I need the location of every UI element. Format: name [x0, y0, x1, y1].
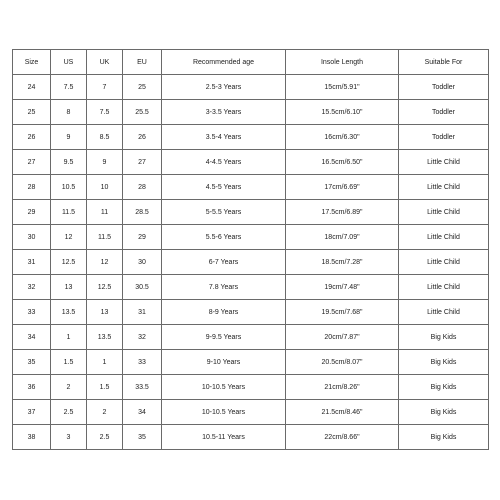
- age-cell: 4-4.5 Years: [162, 150, 286, 175]
- eu-cell: 28: [123, 175, 162, 200]
- suitable-for-cell: Big Kids: [399, 350, 489, 375]
- us-cell: 12.5: [51, 250, 87, 275]
- eu-cell: 34: [123, 400, 162, 425]
- us-cell: 11.5: [51, 200, 87, 225]
- age-cell: 10-10.5 Years: [162, 400, 286, 425]
- eu-cell: 33: [123, 350, 162, 375]
- uk-cell: 13.5: [87, 325, 123, 350]
- uk-cell: 7: [87, 75, 123, 100]
- size-cell: 38: [13, 425, 51, 450]
- uk-cell: 12.5: [87, 275, 123, 300]
- size-cell: 27: [13, 150, 51, 175]
- insole-length-cell: 19.5cm/7.68": [286, 300, 399, 325]
- header-size: Size: [13, 50, 51, 75]
- header-us: US: [51, 50, 87, 75]
- table-row: [13, 300, 489, 325]
- suitable-for-cell: Little Child: [399, 250, 489, 275]
- insole-length-cell: 16cm/6.30": [286, 125, 399, 150]
- size-cell: 30: [13, 225, 51, 250]
- insole-length-cell: 21.5cm/8.46": [286, 400, 399, 425]
- insole-length-cell: 15.5cm/6.10": [286, 100, 399, 125]
- table-row: [13, 175, 489, 200]
- size-cell: 24: [13, 75, 51, 100]
- us-cell: 13.5: [51, 300, 87, 325]
- insole-length-cell: 20cm/7.87": [286, 325, 399, 350]
- uk-cell: 2: [87, 400, 123, 425]
- insole-length-cell: 16.5cm/6.50": [286, 150, 399, 175]
- header-row: [13, 50, 489, 75]
- suitable-for-cell: Little Child: [399, 175, 489, 200]
- uk-cell: 11.5: [87, 225, 123, 250]
- table-row: [13, 225, 489, 250]
- uk-cell: 1: [87, 350, 123, 375]
- table-row: [13, 350, 489, 375]
- eu-cell: 31: [123, 300, 162, 325]
- uk-cell: 7.5: [87, 100, 123, 125]
- suitable-for-cell: Little Child: [399, 275, 489, 300]
- uk-cell: 2.5: [87, 425, 123, 450]
- age-cell: 9-9.5 Years: [162, 325, 286, 350]
- table-row: [13, 275, 489, 300]
- us-cell: 2.5: [51, 400, 87, 425]
- uk-cell: 13: [87, 300, 123, 325]
- us-cell: 2: [51, 375, 87, 400]
- age-cell: 10-10.5 Years: [162, 375, 286, 400]
- age-cell: 6-7 Years: [162, 250, 286, 275]
- eu-cell: 30: [123, 250, 162, 275]
- insole-length-cell: 19cm/7.48": [286, 275, 399, 300]
- table-row: [13, 425, 489, 450]
- uk-cell: 9: [87, 150, 123, 175]
- suitable-for-cell: Toddler: [399, 100, 489, 125]
- uk-cell: 8.5: [87, 125, 123, 150]
- uk-cell: 1.5: [87, 375, 123, 400]
- size-cell: 29: [13, 200, 51, 225]
- insole-length-cell: 15cm/5.91": [286, 75, 399, 100]
- size-cell: 34: [13, 325, 51, 350]
- eu-cell: 30.5: [123, 275, 162, 300]
- table-row: [13, 75, 489, 100]
- table-row: [13, 125, 489, 150]
- insole-length-cell: 18cm/7.09": [286, 225, 399, 250]
- suitable-for-cell: Little Child: [399, 150, 489, 175]
- size-chart-table: [12, 49, 489, 450]
- insole-length-cell: 21cm/8.26": [286, 375, 399, 400]
- size-chart-body: [13, 75, 489, 450]
- us-cell: 12: [51, 225, 87, 250]
- age-cell: 9-10 Years: [162, 350, 286, 375]
- age-cell: 8-9 Years: [162, 300, 286, 325]
- table-row: [13, 325, 489, 350]
- header-recommended-age: Recommended age: [162, 50, 286, 75]
- size-cell: 37: [13, 400, 51, 425]
- table-row: [13, 400, 489, 425]
- age-cell: 2.5-3 Years: [162, 75, 286, 100]
- age-cell: 7.8 Years: [162, 275, 286, 300]
- insole-length-cell: 20.5cm/8.07": [286, 350, 399, 375]
- age-cell: 10.5-11 Years: [162, 425, 286, 450]
- header-eu: EU: [123, 50, 162, 75]
- suitable-for-cell: Big Kids: [399, 425, 489, 450]
- size-cell: 25: [13, 100, 51, 125]
- insole-length-cell: 17.5cm/6.89": [286, 200, 399, 225]
- age-cell: 5.5-6 Years: [162, 225, 286, 250]
- eu-cell: 25.5: [123, 100, 162, 125]
- age-cell: 3-3.5 Years: [162, 100, 286, 125]
- table-row: [13, 200, 489, 225]
- suitable-for-cell: Toddler: [399, 125, 489, 150]
- table-row: [13, 250, 489, 275]
- size-cell: 32: [13, 275, 51, 300]
- suitable-for-cell: Toddler: [399, 75, 489, 100]
- eu-cell: 35: [123, 425, 162, 450]
- uk-cell: 11: [87, 200, 123, 225]
- header-suitable-for: Suitable For: [399, 50, 489, 75]
- eu-cell: 29: [123, 225, 162, 250]
- suitable-for-cell: Big Kids: [399, 375, 489, 400]
- eu-cell: 33.5: [123, 375, 162, 400]
- us-cell: 7.5: [51, 75, 87, 100]
- age-cell: 4.5-5 Years: [162, 175, 286, 200]
- us-cell: 9.5: [51, 150, 87, 175]
- insole-length-cell: 17cm/6.69": [286, 175, 399, 200]
- eu-cell: 25: [123, 75, 162, 100]
- table-row: [13, 100, 489, 125]
- us-cell: 1.5: [51, 350, 87, 375]
- suitable-for-cell: Little Child: [399, 300, 489, 325]
- size-cell: 33: [13, 300, 51, 325]
- insole-length-cell: 18.5cm/7.28": [286, 250, 399, 275]
- suitable-for-cell: Little Child: [399, 225, 489, 250]
- table-row: [13, 375, 489, 400]
- us-cell: 3: [51, 425, 87, 450]
- header-insole-length: Insole Length: [286, 50, 399, 75]
- size-cell: 28: [13, 175, 51, 200]
- suitable-for-cell: Big Kids: [399, 325, 489, 350]
- size-cell: 26: [13, 125, 51, 150]
- us-cell: 13: [51, 275, 87, 300]
- us-cell: 1: [51, 325, 87, 350]
- age-cell: 5-5.5 Years: [162, 200, 286, 225]
- size-cell: 36: [13, 375, 51, 400]
- us-cell: 8: [51, 100, 87, 125]
- table-row: [13, 150, 489, 175]
- suitable-for-cell: Big Kids: [399, 400, 489, 425]
- eu-cell: 32: [123, 325, 162, 350]
- uk-cell: 10: [87, 175, 123, 200]
- age-cell: 3.5-4 Years: [162, 125, 286, 150]
- insole-length-cell: 22cm/8.66": [286, 425, 399, 450]
- us-cell: 9: [51, 125, 87, 150]
- size-cell: 35: [13, 350, 51, 375]
- eu-cell: 26: [123, 125, 162, 150]
- header-uk: UK: [87, 50, 123, 75]
- eu-cell: 27: [123, 150, 162, 175]
- size-cell: 31: [13, 250, 51, 275]
- eu-cell: 28.5: [123, 200, 162, 225]
- us-cell: 10.5: [51, 175, 87, 200]
- uk-cell: 12: [87, 250, 123, 275]
- suitable-for-cell: Little Child: [399, 200, 489, 225]
